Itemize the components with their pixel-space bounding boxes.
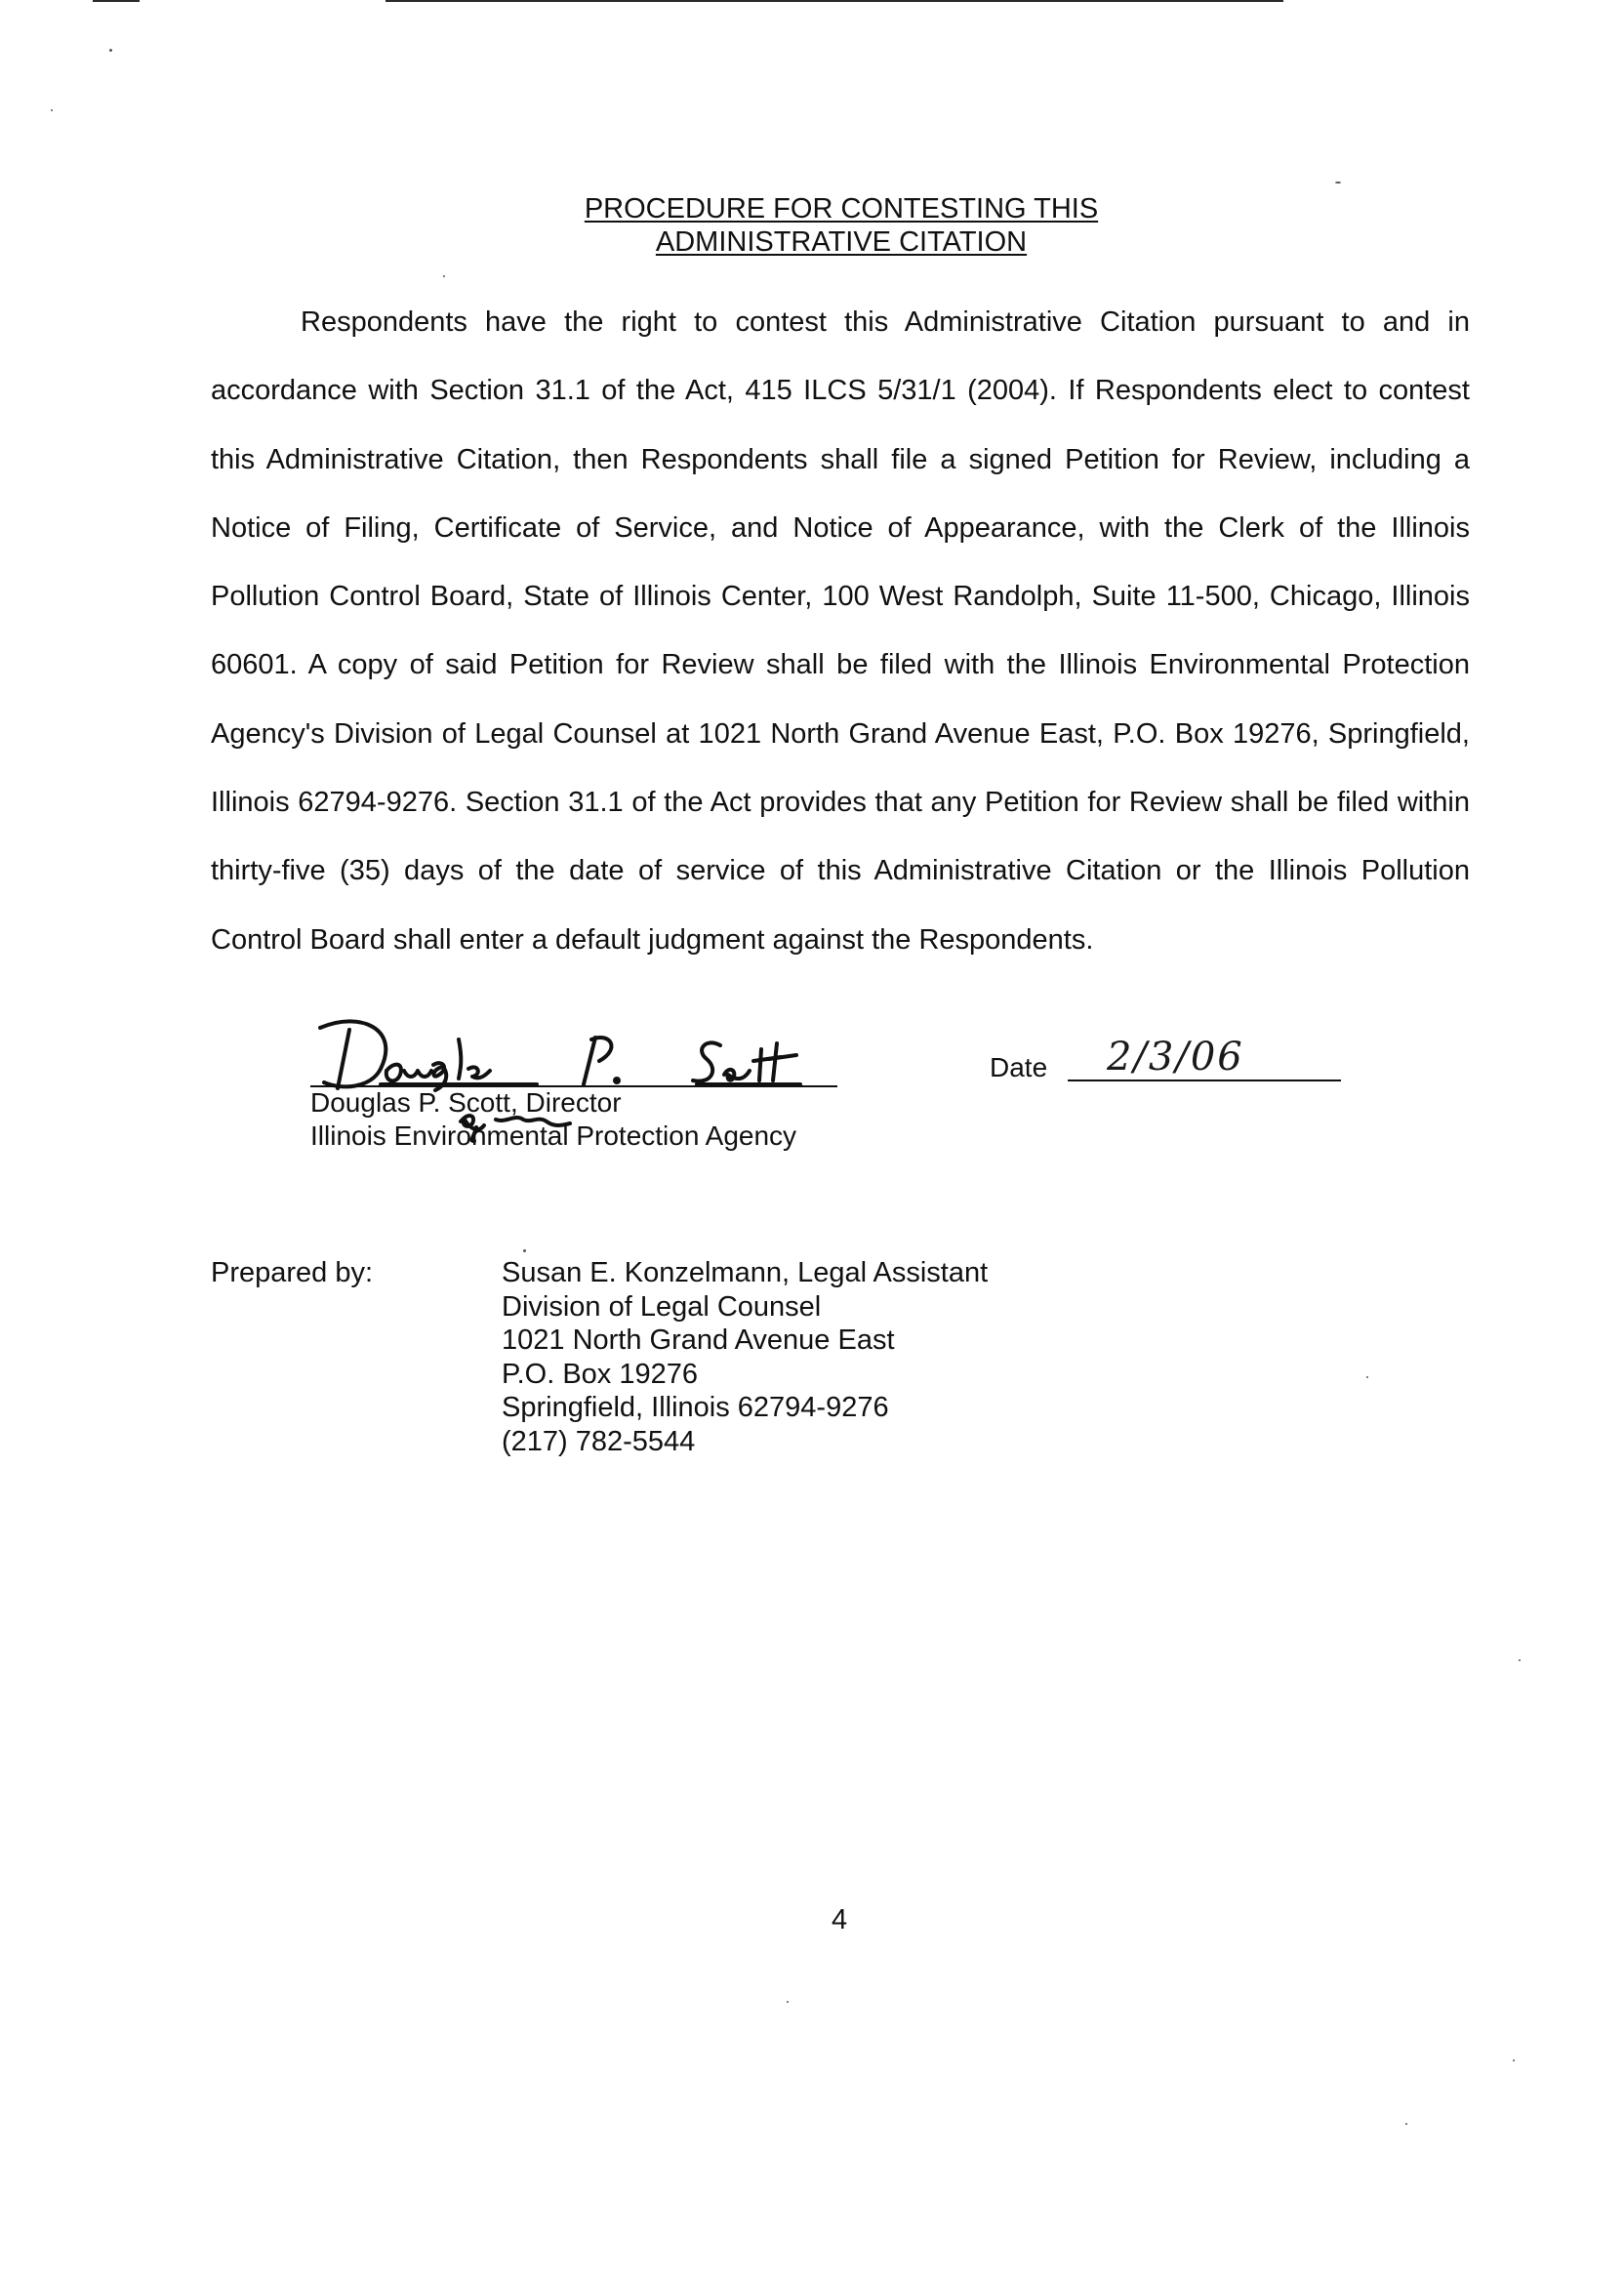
- scan-speck: [1513, 2059, 1515, 2061]
- preparer-division: Division of Legal Counsel: [502, 1290, 822, 1323]
- date-label: Date: [990, 1052, 1048, 1082]
- scan-speck: [51, 109, 53, 111]
- page-number: 4: [832, 1904, 848, 1936]
- handwritten-date: 2/3/06: [1107, 1035, 1244, 1080]
- document-heading: [0, 192, 1624, 259]
- preparer-name: Susan E. Konzelmann, Legal Assistant: [502, 1257, 989, 1288]
- prepared-by-label: Prepared by:: [211, 1257, 374, 1288]
- scan-speck: [1519, 1659, 1521, 1661]
- preparer-city: Springfield, Illinois 62794-9276: [502, 1392, 889, 1424]
- preparer-phone: (217) 782-5544: [502, 1425, 696, 1457]
- scan-speck: [1405, 2123, 1407, 2125]
- heading-line-2: ADMINISTRATIVE CITATION: [655, 226, 1028, 258]
- scan-edge-rule: [386, 0, 1283, 2]
- preparer-po-box: P.O. Box 19276: [502, 1358, 699, 1390]
- procedure-paragraph: Respondents have the right to contest this Administrative Citation pursuant to and in accordance with Section 31.1 of the Act, 415 ILCS 5/31/1 (2004). If Respondents elect to contest this Administrative Citation, then Respondents shall file a signed Petition for Review, including a Notice of Filing, Certificate of Service, and Notice of Appearance, with the Clerk of the Illinois Pollution Control Board, State of Illinois Center, 100 West Randolph, Suite 11-500, Chicago, Illinois 60601. A copy of said Petition for Review shall be filed with the Illinois Environmental Protection Agency's Division of Legal Counsel at 1021 North Grand Avenue East, P.O. Box 19276, Springfield, Illinois 62794-9276. Section 31.1 of the Act provides that any Petition for Review shall be filed within thirty-five (35) days of the date of service of this Administrative Citation or the Illinois Pollution Control Board shall enter a default judgment against the Respondents.: [211, 306, 1470, 956]
- scan-speck: [1366, 1376, 1368, 1378]
- signer-agency: Illinois Environmental Protection Agency: [310, 1121, 797, 1151]
- signer-name-title: Douglas P. Scott, Director: [310, 1087, 622, 1118]
- heading-line-1: PROCEDURE FOR CONTESTING THIS: [584, 193, 1099, 224]
- scan-speck: [787, 2001, 789, 2003]
- preparer-address-block: [502, 1256, 988, 1459]
- scan-edge-mark: [93, 0, 140, 2]
- scan-speck: [109, 49, 112, 52]
- preparer-street: 1021 North Grand Avenue East: [502, 1324, 895, 1357]
- scan-speck: [523, 1249, 526, 1252]
- date-field: [1068, 1035, 1341, 1081]
- scan-speck: [443, 275, 445, 277]
- scan-speck: [1335, 182, 1341, 183]
